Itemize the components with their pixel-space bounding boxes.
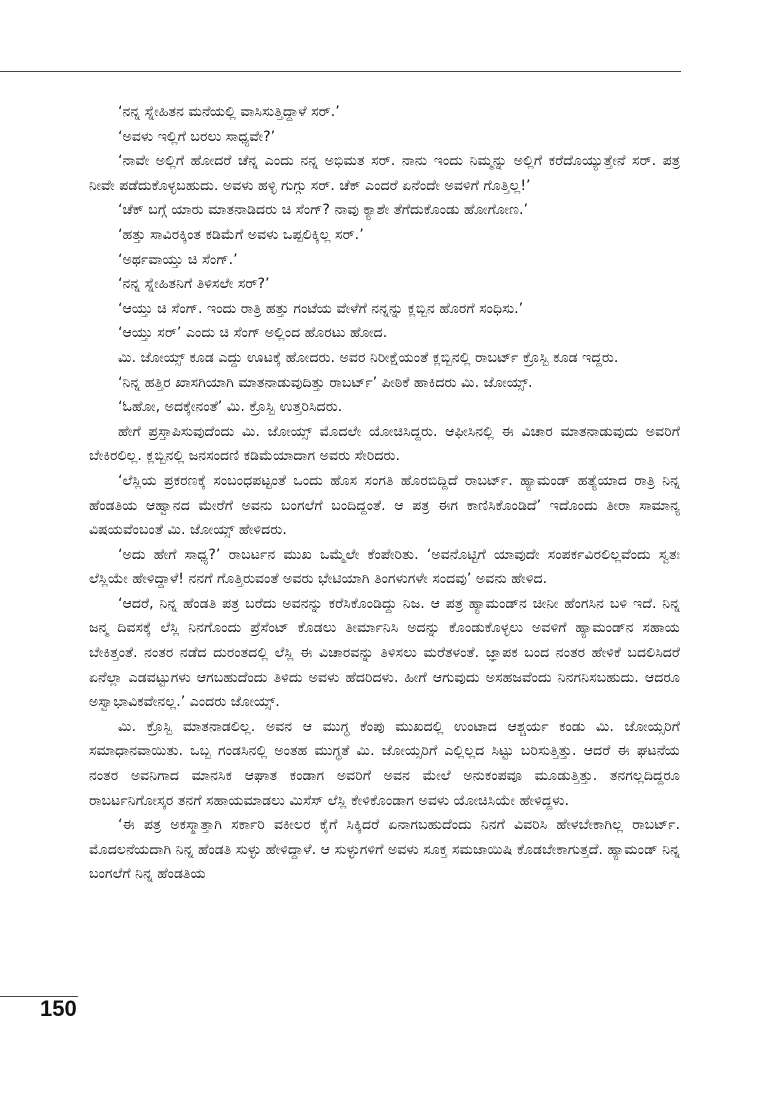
paragraph: ‘ಅರ್ಥವಾಯ್ತು ಚಿ ಸೆಂಗ್.’ <box>118 251 238 268</box>
paragraph: ‘ಅದು ಹೇಗೆ ಸಾಧ್ಯ?’ ರಾಬರ್ಟನ ಮುಖ ಒಮ್ಮೆಲೇ ಕೆಂಪೇರಿತು. ‘ಅವನೊಟ್ಟಿಗೆ ಯಾವುದೇ ಸಂಪರ್ಕವಿರಲಿಲ್ಲವೆಂದು ಸ್ವತಃ ಲೆಸ್ಲಿಯೇ ಹೇಳಿದ್ದಾಳೆ! ನನಗೆ ಗೊತ್ತಿರುವಂತೆ ಅವರು ಭೇಟಿಯಾಗಿ ತಿಂಗಳುಗಳೇ ಸಂದವು’ ಅವನು ಹೇಳಿದ. <box>89 546 680 588</box>
paragraph: ‘ನಾವೇ ಅಲ್ಲಿಗೆ ಹೋದರೆ ಚೆನ್ನ ಎಂದು ನನ್ನ ಅಭಿಮತ ಸರ್. ನಾನು ಇಂದು ನಿಮ್ಮನ್ನು ಅಲ್ಲಿಗೆ ಕರೆದೊಯ್ಯುತ್ತೇನೆ ಸರ್. ಪತ್ರ ನೀವೇ ಪಡೆದುಕೊಳ್ಳಬಹುದು. ಅವಳು ಹಳ್ಳಿ ಗುಗ್ಗು ಸರ್. ಚೆಕ್ ಎಂದರೆ ಏನೆಂದೇ ಅವಳಿಗೆ ಗೊತ್ತಿಲ್ಲ!’ <box>89 153 680 194</box>
paragraph: ಮಿ. ಜೋಯ್ಸ್ ಕೂಡ ಎದ್ದು ಊಟಕ್ಕೆ ಹೋದರು. ಅವರ ನಿರೀಕ್ಷೆಯಂತೆ ಕ್ಲಬ್ಬಿನಲ್ಲಿ ರಾಬರ್ಟ್ ಕ್ರೊಸ್ಬಿ ಕೂಡ ಇದ್ದರು. <box>118 349 619 366</box>
paragraph: ‘ನನ್ನ ಸ್ನೇಹಿತನ ಮನೆಯಲ್ಲಿ ವಾಸಿಸುತ್ತಿದ್ದಾಳೆ ಸರ್.’ <box>118 104 340 120</box>
paragraph: ‘ಆಯ್ತು ಸರ್’ ಎಂದು ಚಿ ಸೆಂಗ್ ಅಲ್ಲಿಂದ ಹೊರಟು ಹೋದ. <box>118 325 388 342</box>
paragraph: ‘ನಿನ್ನ ಹತ್ತಿರ ಖಾಸಗಿಯಾಗಿ ಮಾತನಾಡುವುದಿತ್ತು ರಾಬರ್ಟ್’ ಪೀಠಿಕೆ ಹಾಕಿದರು ಮಿ. ಜೋಯ್ಸ್. <box>118 374 533 391</box>
page-body-text <box>89 100 680 887</box>
paragraph: ಮಿ. ಕ್ರೊಸ್ಬಿ ಮಾತನಾಡಲಿಲ್ಲ. ಅವನ ಆ ಮುಗ್ಧ ಕೆಂಪು ಮುಖದಲ್ಲಿ ಉಂಟಾದ ಆಶ್ಚರ್ಯ ಕಂಡು ಮಿ. ಜೋಯ್ಸರಿಗೆ ಸಮಾಧಾನವಾಯಿತು. ಒಬ್ಬ ಗಂಡಸಿನಲ್ಲಿ ಅಂತಹ ಮುಗ್ಧತೆ ಮಿ. ಜೋಯ್ಸರಿಗೆ ಎಲ್ಲಿಲ್ಲದ ಸಿಟ್ಟು ಬರಿಸುತ್ತಿತ್ತು. ಆದರೆ ಈ ಘಟನೆಯ ನಂತರ ಅವನಿಗಾದ ಮಾನಸಿಕ ಆಘಾತ ಕಂಡಾಗ ಅವರಿಗೆ ಅವನ ಮೇಲೆ ಅನುಕಂಪವೂ ಮೂಡುತ್ತಿತ್ತು. ತನಗಲ್ಲದಿದ್ದರೂ ರಾಬರ್ಟನಿಗೋಸ್ಕರ ತನಗೆ ಸಹಾಯಮಾಡಲು ಮಿಸೆಸ್ ಲೆಸ್ಲಿ ಕೇಳಿಕೊಂಡಾಗ ಅವಳು ಯೋಚಿಸಿಯೇ ಹೇಳಿದ್ದಳು. <box>89 718 680 809</box>
paragraph: ‘ಓಹೋ, ಅದಕ್ಕೇನಂತೆ’ ಮಿ. ಕ್ರೊಸ್ಬಿ ಉತ್ತರಿಸಿದರು. <box>118 399 343 416</box>
paragraph: ‘ಹತ್ತು ಸಾವಿರಕ್ಕಿಂತ ಕಡಿಮೆಗೆ ಅವಳು ಒಪ್ಪಲಿಕ್ಕಿಲ್ಲ ಸರ್.’ <box>118 226 364 243</box>
paragraph: ‘ಲೆಸ್ಲಿಯ ಪ್ರಕರಣಕ್ಕೆ ಸಂಬಂಧಪಟ್ಟಂತೆ ಒಂದು ಹೊಸ ಸಂಗತಿ ಹೊರಬಿದ್ದಿದೆ ರಾಬರ್ಟ್. ಹ್ಯಾಮಂಡ್ ಹತ್ಯೆಯಾದ ರಾತ್ರಿ ನಿನ್ನ ಹೆಂಡತಿಯ ಆಹ್ವಾನದ ಮೇರೆಗೆ ಅವನು ಬಂಗಲೆಗೆ ಬಂದಿದ್ದಂತೆ. ಆ ಪತ್ರ ಈಗ ಕಾಣಿಸಿಕೊಂಡಿದೆ’ ಇದೊಂದು ತೀರಾ ಸಾಮಾನ್ಯ ವಿಷಯವೆಂಬಂತೆ ಮಿ. ಜೋಯ್ಸ್ ಹೇಳಿದರು. <box>89 472 680 539</box>
paragraph: ‘ಈ ಪತ್ರ ಅಕಸ್ಮಾತ್ತಾಗಿ ಸರ್ಕಾರಿ ವಕೀಲರ ಕೈಗೆ ಸಿಕ್ಕಿದರೆ ಏನಾಗಬಹುದೆಂದು ನಿನಗೆ ವಿವರಿಸಿ ಹೇಳಬೇಕಾಗಿಲ್ಲ ರಾಬರ್ಟ್. ಮೊದಲನೆಯದಾಗಿ ನಿನ್ನ ಹೆಂಡತಿ ಸುಳ್ಳು ಹೇಳಿದ್ದಾಳೆ. ಆ ಸುಳ್ಳುಗಳಿಗೆ ಅವಳು ಸೂಕ್ತ ಸಮಜಾಯಿಷಿ ಕೊಡಬೇಕಾಗುತ್ತದೆ. ಹ್ಯಾಮಂಡ್ ನಿನ್ನ ಬಂಗಲೆಗೆ ನಿನ್ನ ಹೆಂಡತಿಯ <box>89 817 680 883</box>
paragraph: ‘ಚೆಕ್ ಬಗ್ಗೆ ಯಾರು ಮಾತನಾಡಿದರು ಚಿ ಸೆಂಗ್? ನಾವು ಕ್ಯಾಶೇ ತೆಗೆದುಕೊಂಡು ಹೋಗೋಣ.’ <box>118 202 529 219</box>
page-number: 150 <box>40 996 77 1021</box>
paragraph: ‘ನನ್ನ ಸ್ನೇಹಿತನಿಗೆ ತಿಳಿಸಲೇ ಸರ್?’ <box>118 276 270 293</box>
paragraph: ‘ಅವಳು ಇಲ್ಲಿಗೆ ಬರಲು ಸಾಧ್ಯವೇ?’ <box>118 128 276 145</box>
paragraph: ‘ಆದರೆ, ನಿನ್ನ ಹೆಂಡತಿ ಪತ್ರ ಬರೆದು ಅವನನ್ನು ಕರೆಸಿಕೊಂಡಿದ್ದು ನಿಜ. ಆ ಪತ್ರ ಹ್ಯಾಮಂಡ್‌ನ ಚೀನೀ ಹೆಂಗಸಿನ ಬಳಿ ಇದೆ. ನಿನ್ನ ಜನ್ಮ ದಿವಸಕ್ಕೆ ಲೆಸ್ಲಿ ನಿನಗೊಂದು ಪ್ರೆಸೆಂಟ್ ಕೊಡಲು ತೀರ್ಮಾನಿಸಿ ಅದನ್ನು ಕೊಂಡುಕೊಳ್ಳಲು ಅವಳಿಗೆ ಹ್ಯಾಮಂಡ್‌ನ ಸಹಾಯ ಬೇಕಿತ್ತಂತೆ. ನಂತರ ನಡೆದ ದುರಂತದಲ್ಲಿ ಲೆಸ್ಲಿ ಈ ವಿಚಾರವನ್ನು ತಿಳಿಸಲು ಮರೆತಳಂತೆ. ಜ್ಞಾಪಕ ಬಂದ ನಂತರ ಹೇಳಿಕೆ ಬದಲಿಸಿದರೆ ಏನೆಲ್ಲಾ ಎಡವಟ್ಟುಗಳು ಆಗಬಹುದೆಂದು ತಿಳಿದು ಅವಳು ಹೆದರಿದಳು. ಹೀಗೆ ಆಗುವುದು ಅಸಹಜವೆಂದು ನಿನಗನಿಸಬಹುದು. ಆದರೂ ಅಸ್ವಾಭಾವಿಕವೇನಲ್ಲ.’ ಎಂದರು ಜೋಯ್ಸ್. <box>89 595 680 711</box>
paragraph: ಹೇಗೆ ಪ್ರಸ್ತಾಪಿಸುವುದೆಂದು ಮಿ. ಜೋಯ್ಸ್ ಮೊದಲೇ ಯೋಚಿಸಿದ್ದರು. ಆಫೀಸಿನಲ್ಲಿ ಈ ವಿಚಾರ ಮಾತನಾಡುವುದು ಅವರಿಗೆ ಬೇಕಿರಲಿಲ್ಲ. ಕ್ಲಬ್ಬಿನಲ್ಲಿ ಜನಸಂದಣಿ ಕಡಿಮೆಯಾದಾಗ ಅವರು ಸೇರಿದರು. <box>89 423 680 465</box>
header-rule <box>0 71 681 72</box>
paragraph: ‘ಆಯ್ತು ಚಿ ಸೆಂಗ್. ಇಂದು ರಾತ್ರಿ ಹತ್ತು ಗಂಟೆಯ ವೇಳೆಗೆ ನನ್ನನ್ನು ಕ್ಲಬ್ಬಿನ ಹೊರಗೆ ಸಂಧಿಸು.’ <box>118 300 524 317</box>
